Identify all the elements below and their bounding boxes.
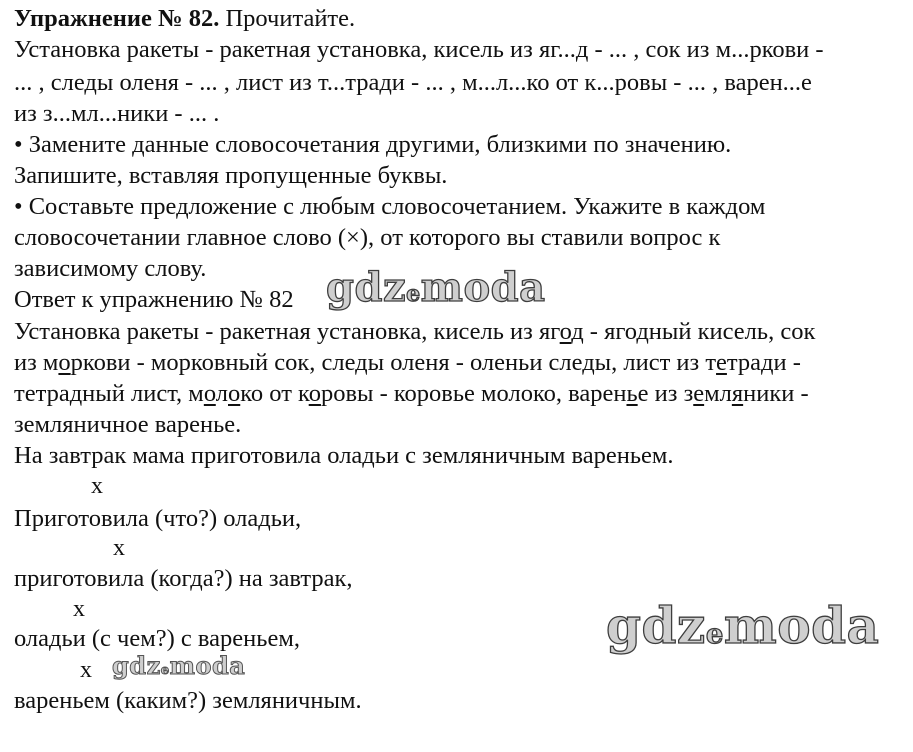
answer-sentence: На завтрак мама приготовила оладьи с земляничным вареньем. <box>14 442 674 469</box>
answer-heading: Ответ к упражнению № 82 <box>14 286 294 313</box>
phrase-line: оладьи (с чем?) с вареньем, <box>14 625 300 652</box>
task-line: Запишите, вставляя пропущенные буквы. <box>14 162 448 189</box>
exercise-text-line: из з...мл...ники - ... . <box>14 100 220 127</box>
exercise-header <box>14 3 355 34</box>
exercise-text-line: Установка ракеты - ракетная установка, кисель из яг...д - ... , сок из м...ркови - <box>14 36 824 63</box>
task-line: • Составьте предложение с любым словосочетанием. Укажите в каждом <box>14 193 766 220</box>
task-line: зависимому слову. <box>14 255 207 282</box>
task-line: • Замените данные словосочетания другими, близкими по значению. <box>14 131 732 158</box>
phrase-line: приготовила (когда?) на завтрак, <box>14 565 353 592</box>
exercise-text-line: ... , следы оленя - ... , лист из т...тради - ... , м...л...ко от к...ровы - ... , варен...е <box>14 69 812 96</box>
main-word-mark: x <box>113 535 125 561</box>
task-line: словосочетании главное слово (×), от которого вы ставили вопрос к <box>14 224 721 251</box>
main-word-mark: x <box>80 657 92 683</box>
exercise-instruction: Прочитайте. <box>225 5 356 32</box>
watermark-logo-small: gdzemoda <box>112 651 246 680</box>
main-word-mark: x <box>73 596 85 622</box>
answer-line: из моркови - морковный сок, следы оленя - оленьи следы, лист из тетради - <box>14 349 801 376</box>
watermark-logo-large: gdzemoda <box>606 596 880 655</box>
main-word-mark: x <box>91 473 103 499</box>
answer-line: Установка ракеты - ракетная установка, кисель из ягод - ягодный кисель, сок <box>14 318 816 345</box>
answer-line: тетрадный лист, молоко от коровы - коровье молоко, варенье из земляники - <box>14 380 809 407</box>
exercise-title: Упражнение № 82. <box>14 5 220 32</box>
watermark-logo: gdzemoda <box>326 264 546 311</box>
phrase-line: вареньем (каким?) земляничным. <box>14 687 362 714</box>
phrase-line: Приготовила (что?) оладьи, <box>14 505 302 532</box>
answer-line: земляничное варенье. <box>14 411 242 438</box>
